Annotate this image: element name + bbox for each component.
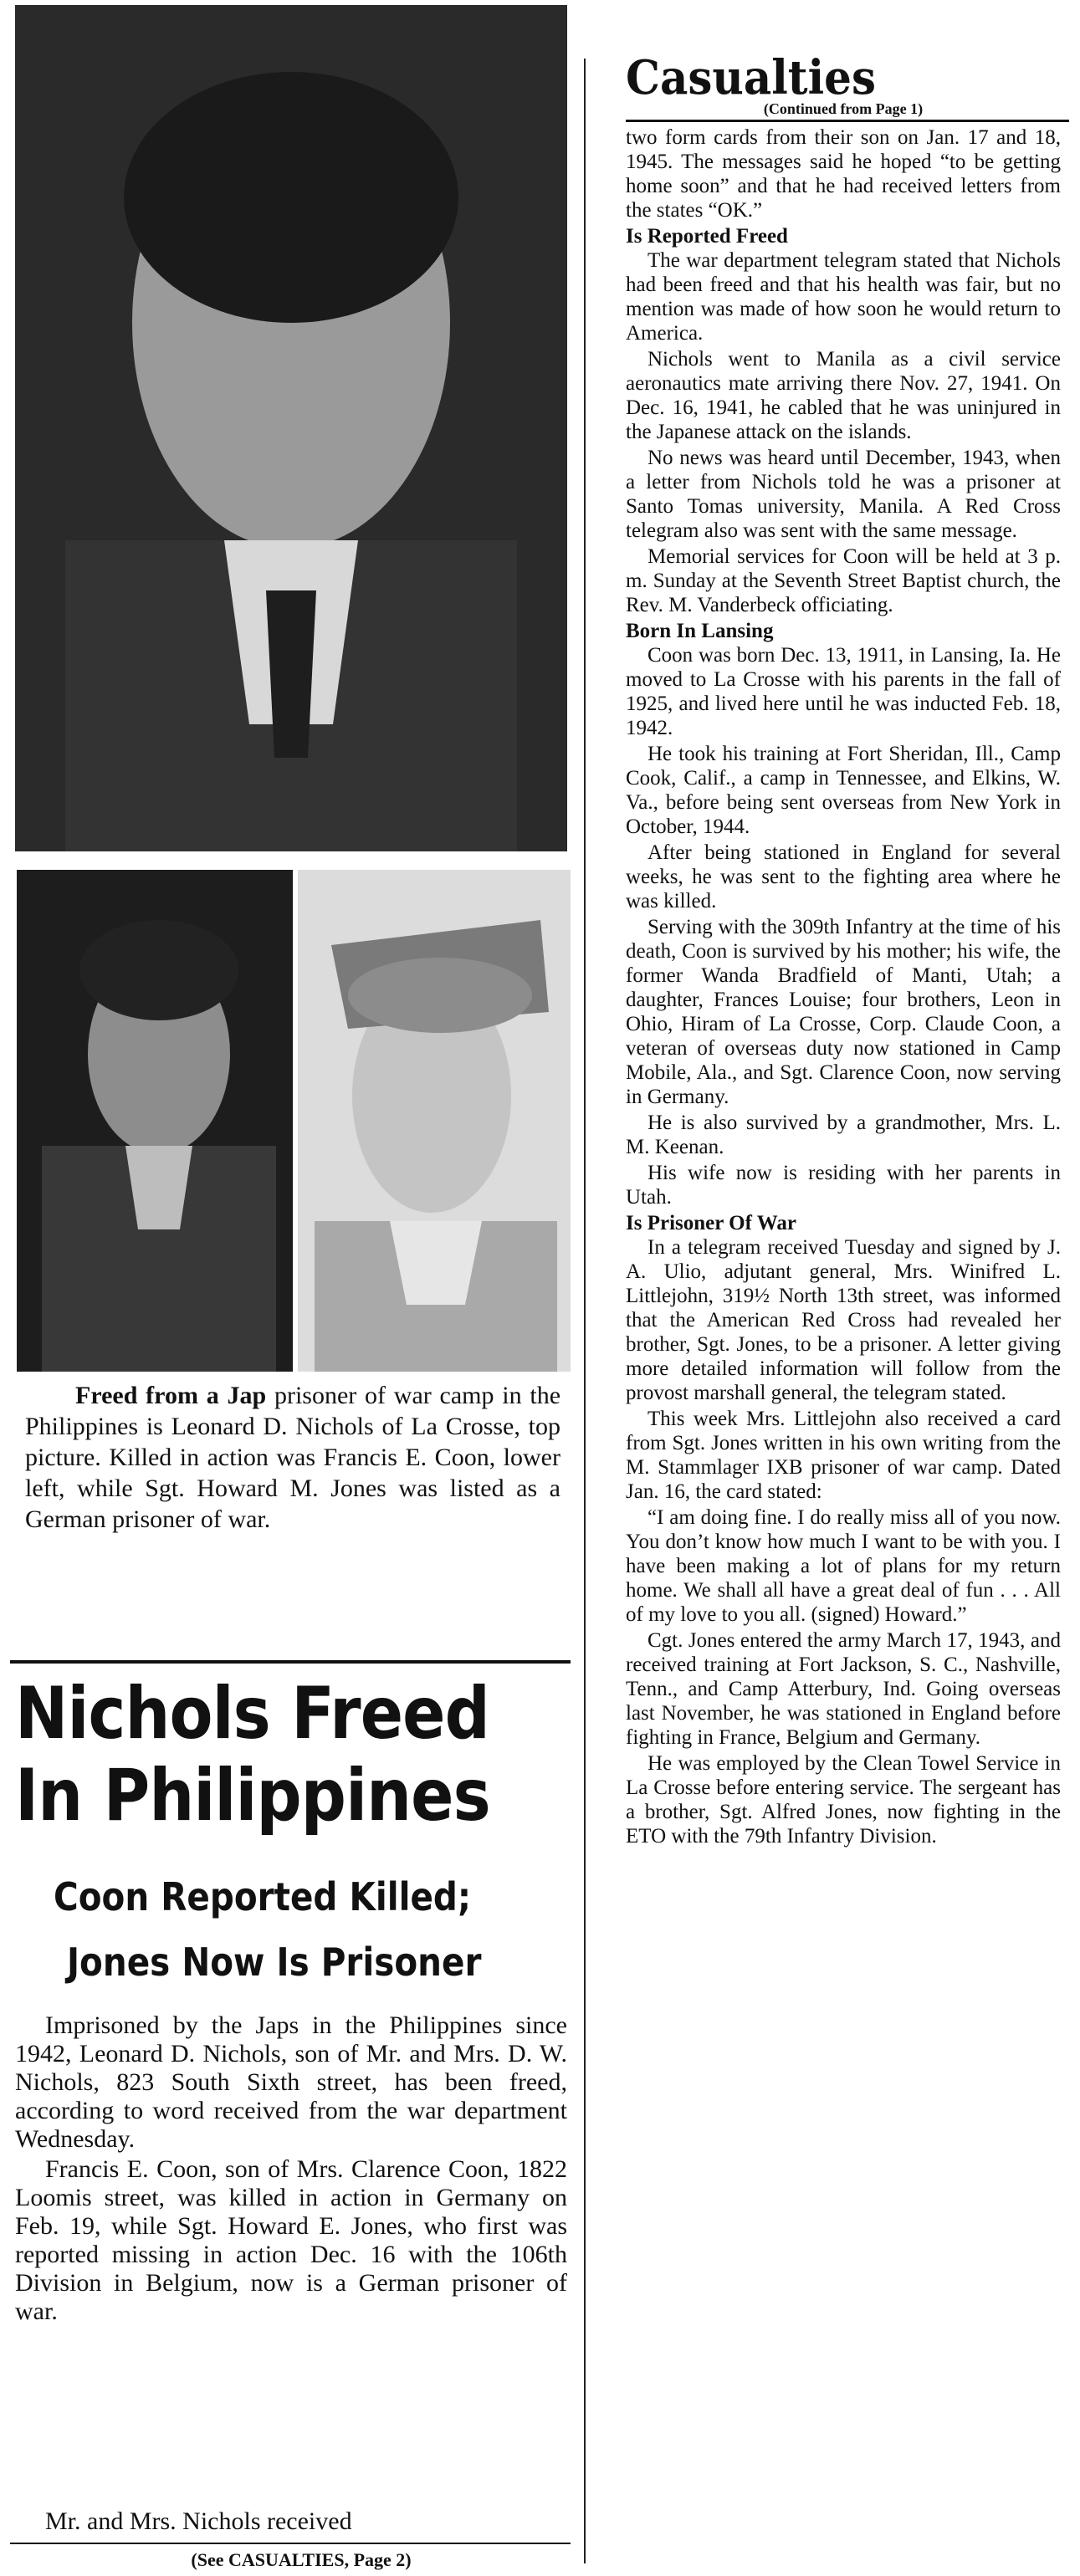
story-paragraph-continued: Mr. and Mrs. Nichols received	[45, 2507, 352, 2535]
see-page-reference: (See CASUALTIES, Page 2)	[191, 2549, 412, 2570]
article-paragraph: Coon was born Dec. 13, 1911, in Lansing, Ia. He moved to La Crosse with his parents in the fall of 1925, and lived here until he was inducted Feb. 18, 1942.	[626, 644, 1061, 739]
article-paragraph: Cgt. Jones entered the army March 17, 1943, and received training at Fort Jackson, S. C., Nashville, Tenn., and Camp Atterbury, Ind. Going overseas last November, he was stationed in England before fighting in France, Belgium and Germany.	[626, 1629, 1061, 1749]
subheadline-2: Jones Now Is Prisoner	[67, 1940, 482, 1985]
casualties-column	[626, 50, 1069, 1850]
casualties-body	[626, 125, 1061, 1848]
subhead-reported-freed: Is Reported Freed	[626, 225, 788, 248]
story-paragraph: Francis E. Coon, son of Mrs. Clarence Coon, 1822 Loomis street, was killed in action in Germany on Feb. 19, while Sgt. Howard E. Jones, who first was reported missing in action Dec. 16 with the 106th Division in Belgium, now is a German prisoner of war.	[15, 2155, 567, 2325]
article-paragraph: His wife now is residing with her parents in Utah.	[626, 1162, 1061, 1209]
column-divider	[584, 59, 586, 2563]
subhead-prisoner-of-war: Is Prisoner Of War	[626, 1212, 796, 1234]
article-paragraph: Nichols went to Manila as a civil service aeronautics mate arriving there Nov. 27, 1941. On Dec. 16, 1941, he cabled that he was uninjured in the Japanese attack on the islands.	[626, 348, 1061, 443]
quoted-letter: “I am doing fine. I do really miss all of you now. You don’t know how much I want to be with you. I have been making a lot of plans for my return home. We shall all have a great deal of fun . . . All of my love to you all. (signed) Howard.”	[626, 1506, 1061, 1626]
title-rule	[626, 120, 1069, 122]
article-paragraph: In a telegram received Tuesday and signed by J. A. Ulio, adjutant general, Mrs. Winifred L. Littlejohn, 319½ North 13th street, was informed that the American Red Cross had revealed her brother, Sgt. Jones, to be a prisoner. A letter giving more detailed information will follow from the provost marshall general, the telegram stated.	[626, 1236, 1061, 1404]
headline-line-2: In Philippines	[15, 1754, 490, 1837]
article-paragraph: He took his training at Fort Sheridan, Ill., Camp Cook, Calif., a camp in Tennessee, and Elkins, W. Va., before being sent overseas from New York in October, 1944.	[626, 743, 1061, 838]
article-paragraph: Serving with the 309th Infantry at the time of his death, Coon is survived by his mother; his wife, the former Wanda Bradfield of Manti, Utah; a daughter, Frances Louise; four brothers, Leon in Ohio, Hiram of La Crosse, Corp. Claude Coon, a veteran of overseas duty now stationed in Camp Mobile, Ala., and Sgt. Clarence Coon, now serving in Germany.	[626, 916, 1061, 1108]
subheadline-1: Coon Reported Killed;	[54, 1874, 472, 1919]
article-paragraph: Memorial services for Coon will be held at 3 p. m. Sunday at the Seventh Street Baptist church, the Rev. M. Vanderbeck officiating.	[626, 545, 1061, 616]
main-headline	[15, 1673, 501, 1837]
caption-lead: Freed from a Jap	[75, 1382, 267, 1409]
photo-caption	[25, 1380, 560, 1535]
article-paragraph: After being stationed in England for several weeks, he was sent to the fighting area where he was killed.	[626, 841, 1061, 912]
article-paragraph: The war department telegram stated that Nichols had been freed and that his health was fair, but no mention was made of how soon he would return to America.	[626, 249, 1061, 345]
headline-line-1: Nichols Freed	[15, 1672, 489, 1756]
subhead-born-in-lansing: Born In Lansing	[626, 620, 774, 642]
front-story	[15, 2011, 567, 2328]
continued-note: (Continued from Page 1)	[763, 100, 924, 117]
caption-text: prisoner of war camp in the Philippines is Leonard D. Nichols of La Crosse, top picture. Killed in action was Francis E. Coon, lower left, while Sgt. Howard M. Jones was listed as a German prisoner of war.	[25, 1382, 561, 1533]
article-paragraph: He was employed by the Clean Towel Service in La Crosse before entering service. The sergeant has a brother, Sgt. Alfred Jones, now fighting in the ETO with the 79th Infantry Division.	[626, 1752, 1061, 1848]
casualties-title: Casualties	[626, 50, 876, 105]
photo-leonard-nichols	[15, 5, 567, 851]
story-paragraph: Imprisoned by the Japs in the Philippines since 1942, Leonard D. Nichols, son of Mr. and Mrs. D. W. Nichols, 823 South Sixth street, has been freed, according to word received from the war department Wednesday.	[15, 2011, 567, 2153]
article-paragraph: No news was heard until December, 1943, when a letter from Nichols told he was a prisoner at Santo Tomas university, Manila. A Red Cross telegram also was sent with the same message.	[626, 447, 1061, 542]
article-paragraph: This week Mrs. Littlejohn also received a card from Sgt. Jones written in his own writing from the M. Stammlager IXB prisoner of war camp. Dated Jan. 16, the card stated:	[626, 1408, 1061, 1503]
photo-howard-jones	[298, 870, 571, 1372]
article-paragraph: He is also survived by a grandmother, Mrs. L. M. Keenan.	[626, 1112, 1061, 1158]
article-paragraph: two form cards from their son on Jan. 17 and 18, 1945. The messages said he hoped “to be getting home soon” and that he had received letters from the states “OK.”	[626, 126, 1061, 222]
photo-francis-coon	[17, 870, 293, 1372]
section-rule	[10, 1660, 571, 1664]
story-end-rule	[10, 2543, 571, 2544]
